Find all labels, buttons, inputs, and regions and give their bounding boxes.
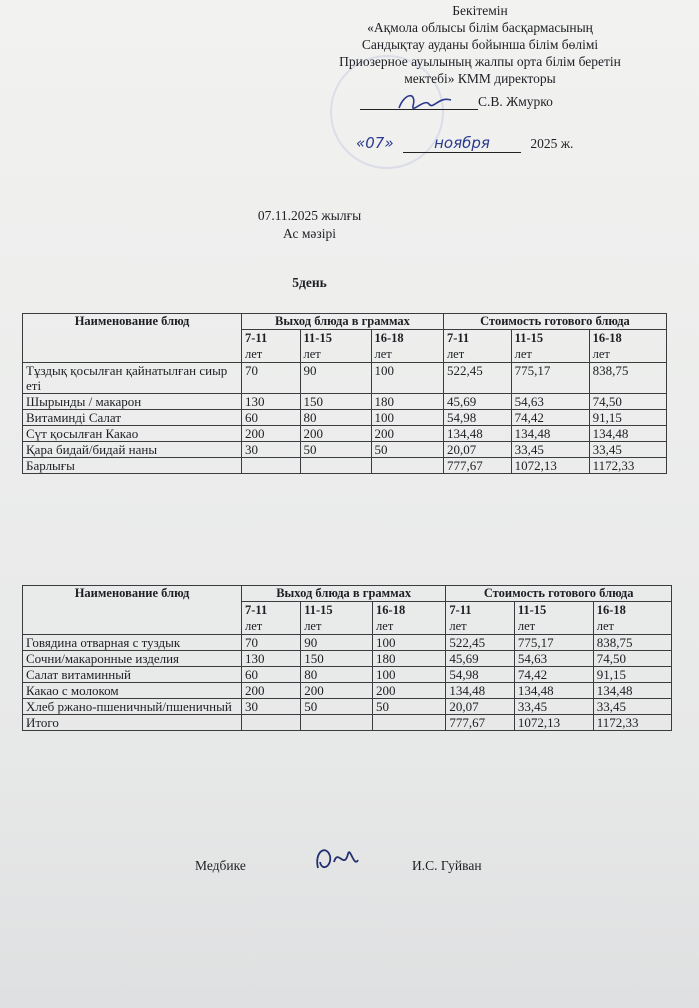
col-header-name: Наименование блюд [23,586,242,635]
cost-cell: 74,50 [593,651,671,667]
age-header [373,602,446,635]
date-month: ноября [403,134,521,153]
yield-cell: 60 [242,410,301,426]
nurse-signature [312,842,360,878]
yield-cell: 80 [301,667,373,683]
cost-cell: 33,45 [511,442,589,458]
col-header-name: Наименование блюд [23,314,242,363]
yield-cell: 130 [242,394,301,410]
yield-cell: 200 [371,426,443,442]
yield-cell: 200 [300,426,371,442]
age-range: 7-11 [245,331,268,345]
cost-cell: 777,67 [446,715,515,731]
yield-cell [300,458,371,474]
dish-name: Тұздық қосылған қайнатылған сиыр еті [23,363,242,394]
cost-cell: 33,45 [589,442,666,458]
age-range: 7-11 [449,603,472,617]
cost-cell: 74,50 [589,394,666,410]
age-range: 16-18 [592,331,622,345]
yield-cell: 90 [300,363,371,394]
menu-title: Ас мәзірі [283,226,336,241]
dish-name: Шырынды / макарон [23,394,242,410]
age-unit: лет [376,619,394,633]
yield-cell: 50 [373,699,446,715]
table-row [23,635,672,651]
cost-cell: 91,15 [593,667,671,683]
director-signature-line [360,94,580,110]
age-header [300,330,371,363]
age-range: 7-11 [245,603,268,617]
yield-cell [371,458,443,474]
dish-name: Хлеб ржано-пшеничный/пшеничный [23,699,242,715]
cost-cell: 45,69 [443,394,511,410]
age-range: 11-15 [514,331,544,345]
cost-cell: 1072,13 [514,715,593,731]
cost-cell: 838,75 [589,363,666,394]
menu-table-kz [22,313,667,474]
age-header [242,602,301,635]
age-header [242,330,301,363]
signature-blank [360,95,478,110]
col-header-cost: Стоимость готового блюда [446,586,672,602]
cost-cell: 91,15 [589,410,666,426]
cost-cell: 134,48 [446,683,515,699]
table-row [23,699,672,715]
approval-line: Бекітемін [452,3,508,18]
cost-cell: 134,48 [511,426,589,442]
yield-cell: 180 [371,394,443,410]
approval-line: Сандықтау ауданы бойынша білім бөлімі [361,37,599,52]
age-header [511,330,589,363]
yield-cell: 100 [371,363,443,394]
yield-cell: 180 [373,651,446,667]
age-header [443,330,511,363]
yield-cell: 60 [242,667,301,683]
table-row [23,715,672,731]
cost-cell: 33,45 [514,699,593,715]
table-row [23,426,667,442]
menu-day: 5день [292,275,327,290]
director-name: С.В. Жмурко [478,94,553,109]
yield-cell: 200 [373,683,446,699]
cost-cell: 54,98 [443,410,511,426]
yield-cell [242,458,301,474]
yield-cell: 50 [300,442,371,458]
age-unit: лет [304,619,322,633]
footer-role: Медбике [195,858,246,873]
cost-cell: 775,17 [514,635,593,651]
yield-cell [301,715,373,731]
yield-cell: 80 [300,410,371,426]
yield-cell: 70 [242,635,301,651]
menu-table-ru [22,585,672,731]
cost-cell: 20,07 [446,699,515,715]
cost-cell: 522,45 [446,635,515,651]
age-header [593,602,671,635]
dish-name: Говядина отварная с туздык [23,635,242,651]
cost-cell: 54,63 [511,394,589,410]
yield-cell: 100 [373,635,446,651]
cost-cell: 1172,33 [589,458,666,474]
table-row [23,651,672,667]
age-unit: лет [303,347,321,361]
age-range: 11-15 [304,603,333,617]
cost-cell: 74,42 [514,667,593,683]
cost-cell: 777,67 [443,458,511,474]
table-row [23,683,672,699]
cost-cell: 33,45 [593,699,671,715]
cost-cell: 134,48 [593,683,671,699]
table-row [23,410,667,426]
cost-cell: 1072,13 [511,458,589,474]
yield-cell: 200 [301,683,373,699]
yield-cell: 90 [301,635,373,651]
dish-name: Какао с молоком [23,683,242,699]
age-unit: лет [374,347,392,361]
table-row [23,363,667,394]
age-unit: лет [592,347,610,361]
cost-cell: 20,07 [443,442,511,458]
age-header [589,330,666,363]
age-unit: лет [245,619,263,633]
date-day: «07» [356,134,394,152]
age-range: 16-18 [376,603,406,617]
dish-name: Қара бидай/бидай наны [23,442,242,458]
age-range: 7-11 [446,331,470,345]
cost-cell: 74,42 [511,410,589,426]
col-header-yield: Выход блюда в граммах [242,314,444,330]
cost-cell: 54,63 [514,651,593,667]
yield-cell: 200 [242,683,301,699]
yield-cell: 100 [373,667,446,683]
age-header [301,602,373,635]
age-unit: лет [596,619,614,633]
yield-cell [373,715,446,731]
age-range: 11-15 [303,331,332,345]
dish-name: Сүт қосылған Какао [23,426,242,442]
menu-date: 07.11.2025 жылғы [257,208,362,223]
yield-cell: 30 [242,442,301,458]
yield-cell: 30 [242,699,301,715]
yield-cell: 200 [242,426,301,442]
age-unit: лет [446,347,465,361]
age-range: 16-18 [374,331,404,345]
cost-cell: 134,48 [514,683,593,699]
table-row [23,394,667,410]
dish-name: Сочни/макаронные изделия [23,651,242,667]
cost-cell: 134,48 [589,426,666,442]
yield-cell: 150 [301,651,373,667]
age-unit: лет [514,347,532,361]
col-header-yield: Выход блюда в граммах [242,586,446,602]
age-header [514,602,593,635]
date-year: 2025 ж. [530,136,574,151]
yield-cell [242,715,301,731]
cost-cell: 54,98 [446,667,515,683]
yield-cell: 100 [371,410,443,426]
yield-cell: 50 [371,442,443,458]
approval-line: Приозерное ауылының жалпы орта білім беретін [339,54,621,69]
col-header-cost: Стоимость готового блюда [443,314,666,330]
yield-cell: 130 [242,651,301,667]
dish-name: Итого [23,715,242,731]
cost-cell: 838,75 [593,635,671,651]
table-row [23,458,667,474]
dish-name: Салат витаминный [23,667,242,683]
dish-name: Барлығы [23,458,242,474]
cost-cell: 775,17 [511,363,589,394]
yield-cell: 50 [301,699,373,715]
footer-name: И.С. Гуйван [412,858,482,873]
cost-cell: 45,69 [446,651,515,667]
approval-line: мектебі» КММ директоры [404,71,556,86]
cost-cell: 522,45 [443,363,511,394]
age-range: 11-15 [517,603,547,617]
approval-line: «Ақмола облысы білім басқармасының [367,20,593,35]
age-unit: лет [449,619,467,633]
table-row [23,667,672,683]
approval-date-line [356,134,596,153]
yield-cell: 70 [242,363,301,394]
age-unit: лет [245,347,263,361]
cost-cell: 134,48 [443,426,511,442]
cost-cell: 1172,33 [593,715,671,731]
dish-name: Витаминді Салат [23,410,242,426]
age-range: 16-18 [596,603,626,617]
yield-cell: 150 [300,394,371,410]
table-row [23,442,667,458]
age-header [446,602,515,635]
approval-block [290,2,670,87]
age-unit: лет [517,619,536,633]
age-header [371,330,443,363]
